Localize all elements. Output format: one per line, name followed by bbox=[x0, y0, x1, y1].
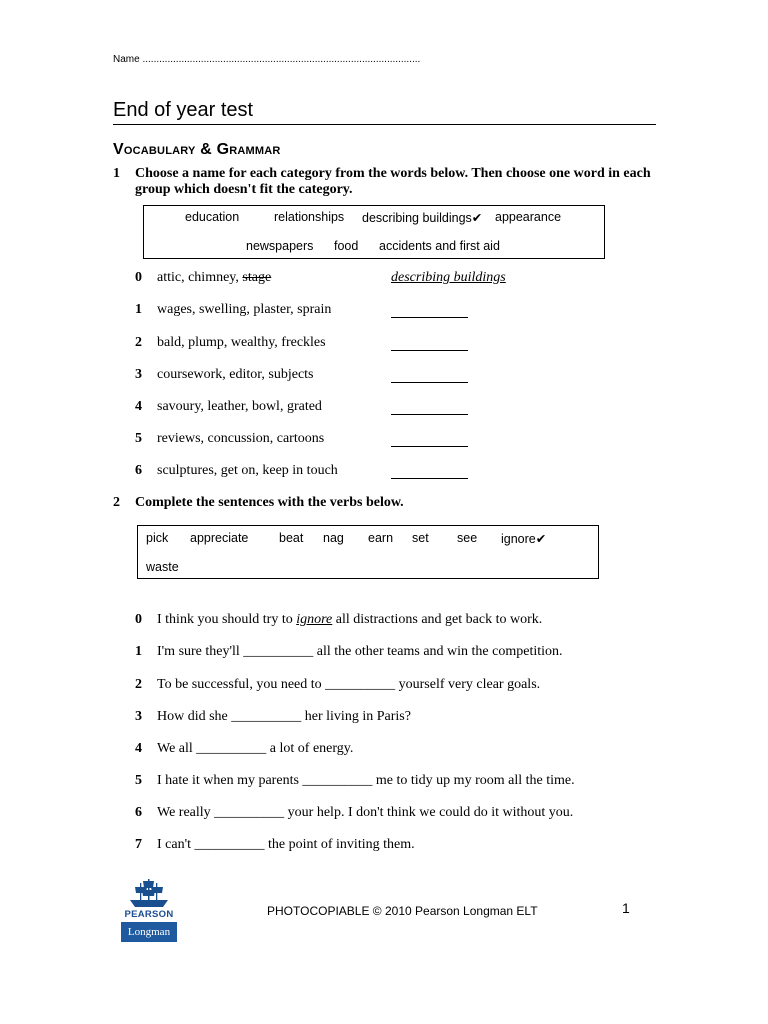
q1-item-text: sculptures, get on, keep in touch bbox=[157, 463, 338, 478]
q2-word: set bbox=[412, 531, 429, 545]
q1-item-number: 2 bbox=[135, 335, 142, 350]
page-number: 1 bbox=[622, 900, 630, 916]
name-field-line: Name .................................................................................................... bbox=[113, 54, 421, 65]
q1-example-number: 0 bbox=[135, 270, 142, 285]
q1-example-answer: describing buildings bbox=[391, 270, 506, 285]
q1-item-text: savoury, leather, bowl, grated bbox=[157, 399, 322, 414]
q2-item-number: 1 bbox=[135, 644, 142, 659]
q1-item-number: 6 bbox=[135, 463, 142, 478]
q2-item-text: I can't __________ the point of inviting them. bbox=[157, 837, 415, 852]
q1-word-box bbox=[143, 205, 605, 259]
q2-number: 2 bbox=[113, 495, 120, 510]
q2-word: waste bbox=[146, 560, 179, 574]
q1-item-number: 1 bbox=[135, 302, 142, 317]
q2-item-text: How did she __________ her living in Paris? bbox=[157, 709, 411, 724]
q1-answer-blank[interactable] bbox=[391, 317, 468, 318]
copyright-notice: PHOTOCOPIABLE © 2010 Pearson Longman ELT bbox=[267, 904, 538, 918]
q1-item-number: 4 bbox=[135, 399, 142, 414]
q1-item-text: reviews, concussion, cartoons bbox=[157, 431, 325, 446]
pearson-longman-logo bbox=[121, 878, 177, 942]
q2-item-number: 2 bbox=[135, 677, 142, 692]
q2-example-answer: ignore bbox=[296, 612, 333, 627]
section-heading: Vocabulary & Grammar bbox=[113, 141, 281, 158]
q2-example-text: I think you should try to ignore all distractions and get back to work. bbox=[157, 612, 543, 627]
q1-item-text: coursework, editor, subjects bbox=[157, 367, 314, 382]
q2-item-number: 3 bbox=[135, 709, 142, 724]
q2-item-text: I hate it when my parents __________ me to tidy up my room all the time. bbox=[157, 773, 575, 788]
q2-instruction: Complete the sentences with the verbs below. bbox=[135, 495, 404, 510]
title-underline bbox=[113, 124, 656, 125]
q2-item-text: I'm sure they'll __________ all the other teams and win the competition. bbox=[157, 644, 563, 659]
logo-imprint-text: Longman bbox=[121, 922, 177, 942]
struck-word: stage bbox=[242, 270, 272, 285]
q2-item-text: We all __________ a lot of energy. bbox=[157, 741, 354, 756]
q1-instruction: Choose a name for each category from the words below. Then choose one word in each group which doesn't fit the category. bbox=[135, 166, 651, 197]
q2-item-number: 4 bbox=[135, 741, 142, 756]
q1-number: 1 bbox=[113, 166, 120, 181]
q1-item-number: 3 bbox=[135, 367, 142, 382]
q1-item-text: wages, swelling, plaster, sprain bbox=[157, 302, 332, 317]
q1-word: food bbox=[334, 239, 359, 253]
q1-answer-blank[interactable] bbox=[391, 414, 468, 415]
q2-word: earn bbox=[368, 531, 394, 545]
q1-word: accidents and first aid bbox=[379, 239, 500, 253]
q1-answer-blank[interactable] bbox=[391, 350, 468, 351]
page-title: End of year test bbox=[113, 99, 254, 121]
q2-word: pick bbox=[146, 531, 169, 545]
q2-word: beat bbox=[279, 531, 304, 545]
ship-icon bbox=[121, 878, 177, 910]
q1-item-number: 5 bbox=[135, 431, 142, 446]
q2-item-text: To be successful, you need to __________ yourself very clear goals. bbox=[157, 677, 541, 692]
q2-word: appreciate bbox=[190, 531, 249, 545]
q1-answer-blank[interactable] bbox=[391, 446, 468, 447]
q1-word: appearance bbox=[495, 210, 562, 224]
q1-answer-blank[interactable] bbox=[391, 382, 468, 383]
q1-word: newspapers bbox=[246, 239, 314, 253]
q2-word: ignore✔ bbox=[501, 532, 547, 546]
logo-brand-text: PEARSON bbox=[124, 909, 174, 920]
q2-item-number: 6 bbox=[135, 805, 142, 820]
q1-item-text: bald, plump, wealthy, freckles bbox=[157, 335, 326, 350]
q2-word: nag bbox=[323, 531, 344, 545]
q1-example-text: attic, chimney, stage bbox=[157, 270, 272, 285]
q1-word: relationships bbox=[274, 210, 345, 224]
q2-item-number: 7 bbox=[135, 837, 142, 852]
q1-word: education bbox=[185, 210, 240, 224]
q2-word: see bbox=[457, 531, 478, 545]
q2-item-text: We really __________ your help. I don't think we could do it without you. bbox=[157, 805, 574, 820]
q1-answer-blank[interactable] bbox=[391, 478, 468, 479]
q1-word: describing buildings✔ bbox=[362, 211, 483, 225]
q2-item-number: 5 bbox=[135, 773, 142, 788]
q2-example-number: 0 bbox=[135, 612, 142, 627]
q2-word-box bbox=[137, 525, 599, 579]
